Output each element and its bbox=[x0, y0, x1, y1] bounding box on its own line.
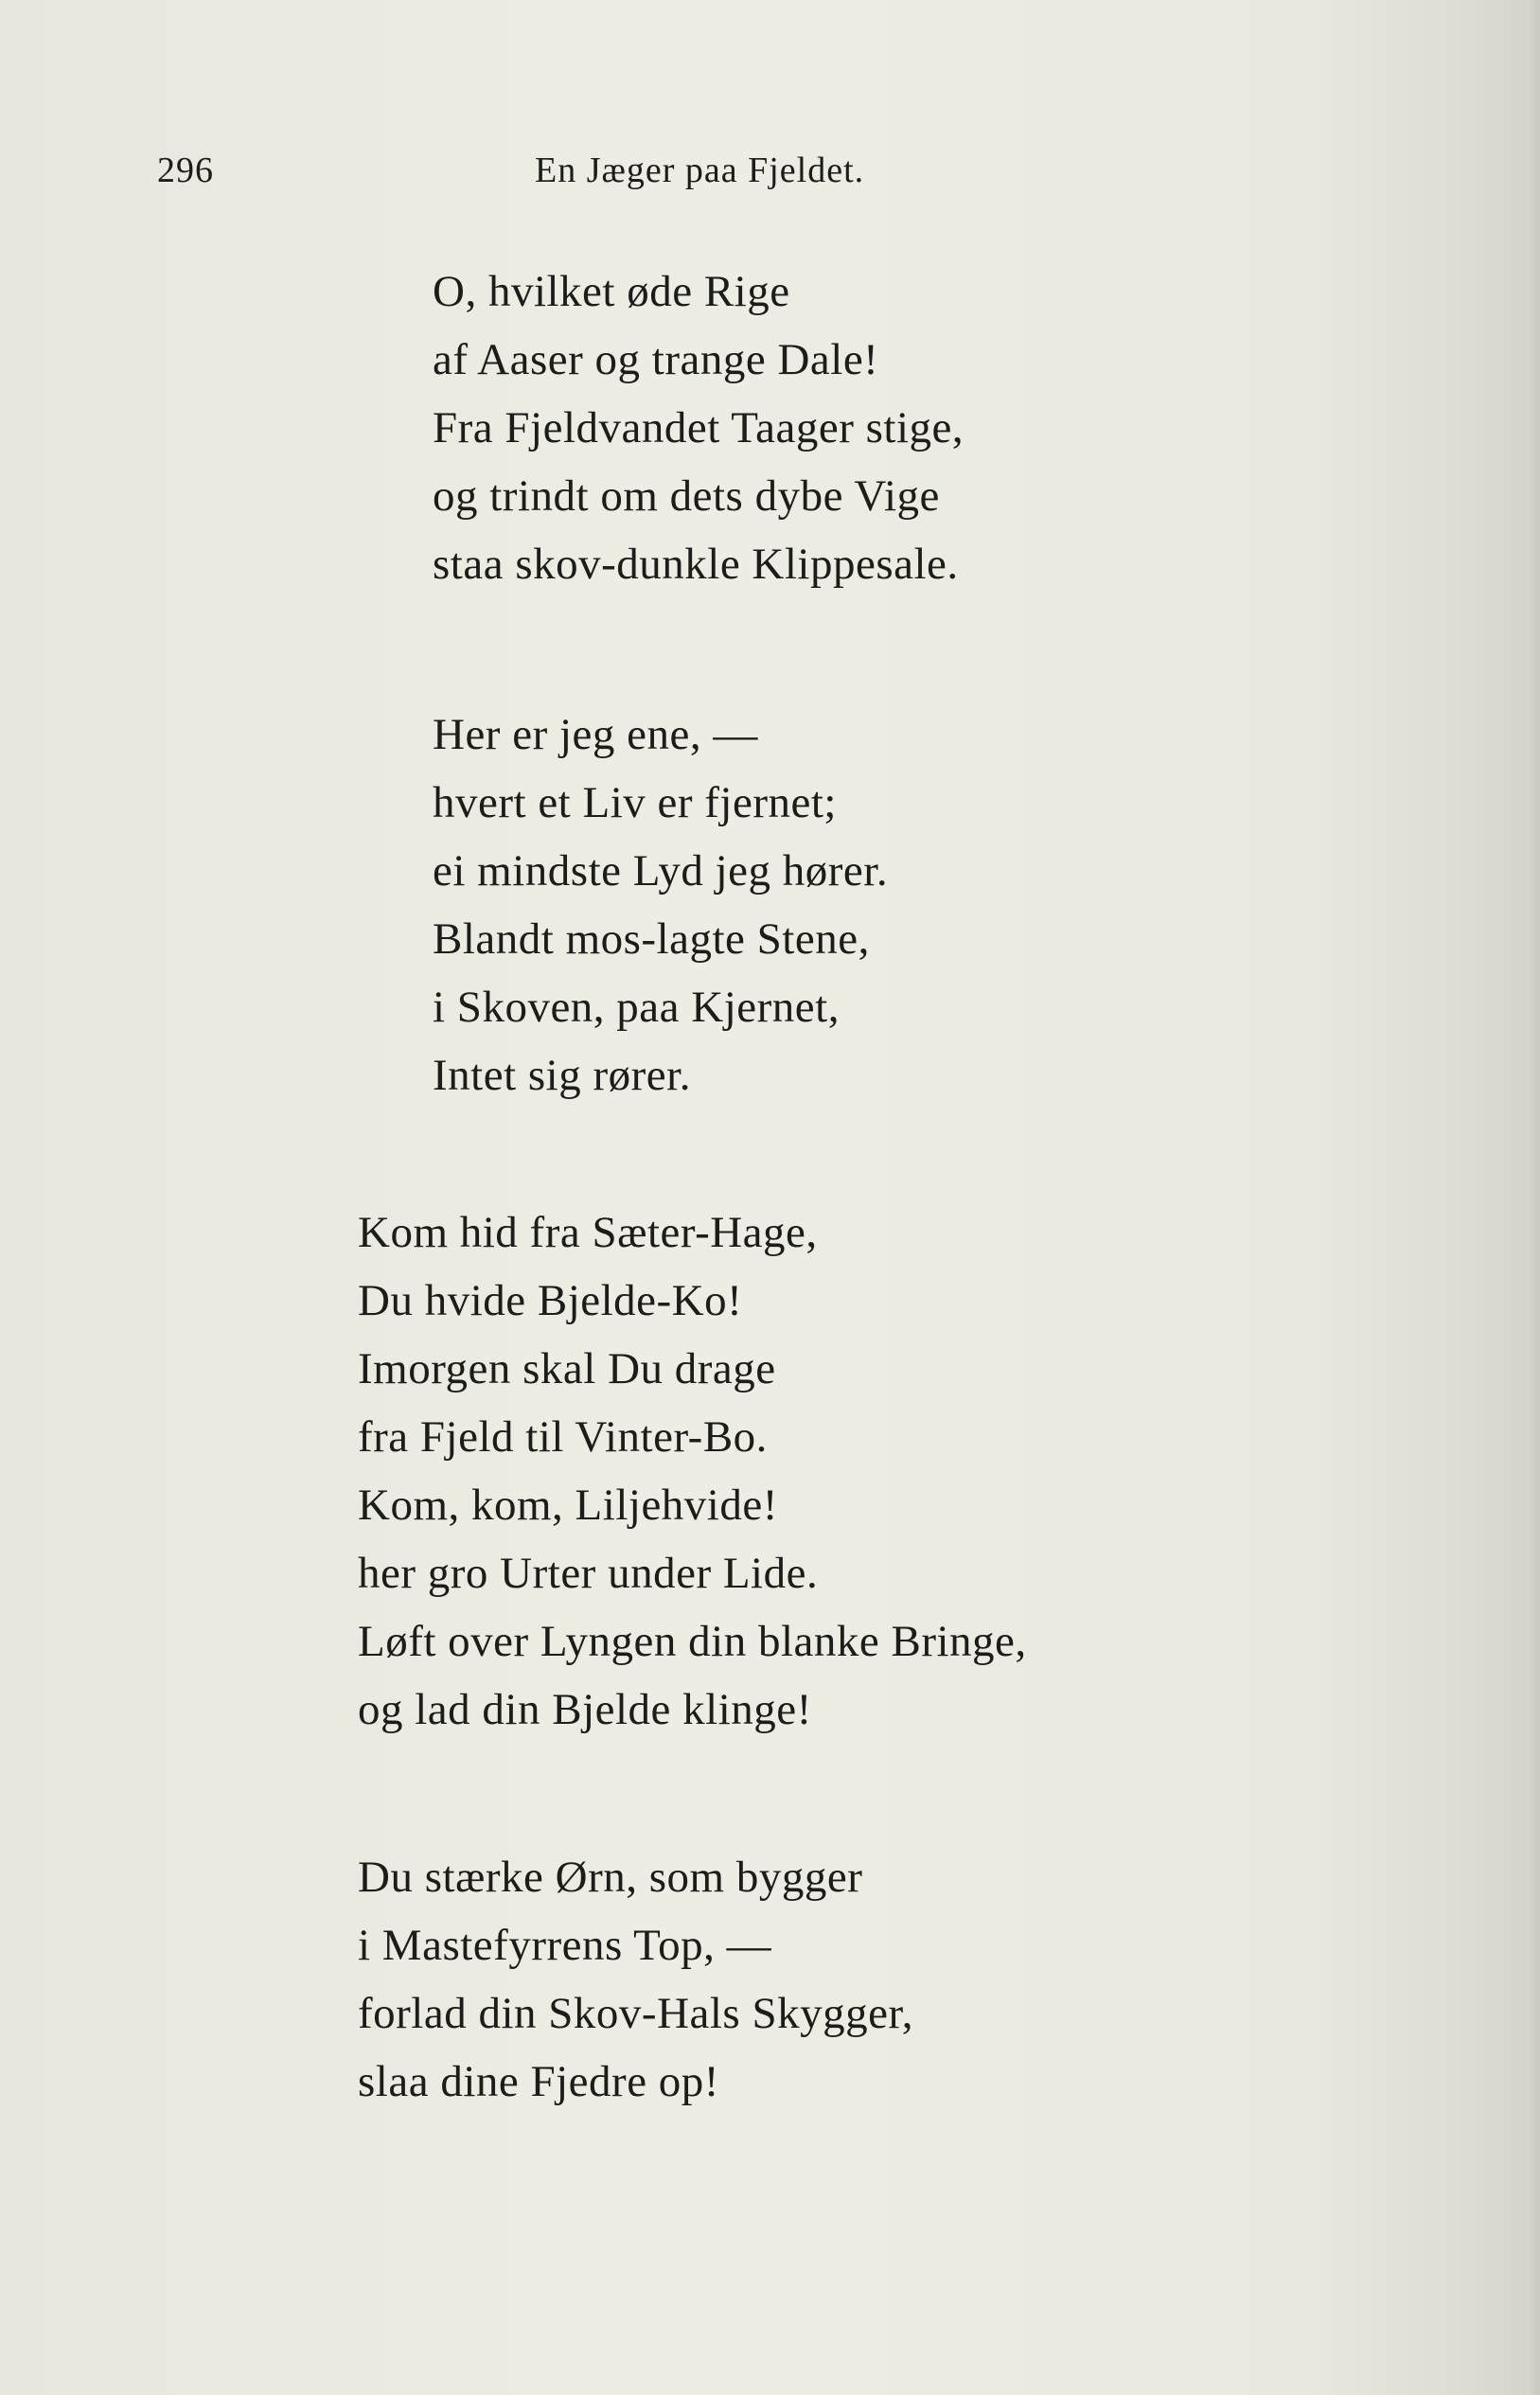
verse-line: af Aaser og trange Dale! bbox=[433, 335, 879, 384]
verse-line: Fra Fjeldvandet Taager stige, bbox=[433, 403, 965, 452]
stanza-4 bbox=[358, 1843, 913, 2116]
stanza-2 bbox=[433, 701, 888, 1109]
verse-line: Løft over Lyngen din blanke Bringe, bbox=[358, 1617, 1027, 1666]
stanza-1 bbox=[433, 257, 964, 598]
verse-line: O, hvilket øde Rige bbox=[433, 267, 790, 316]
verse-line: her gro Urter under Lide. bbox=[358, 1549, 819, 1598]
running-title: En Jæger paa Fjeldet. bbox=[535, 151, 865, 190]
verse-line: Her er jeg ene, — bbox=[433, 710, 758, 759]
verse-line: og lad din Bjelde klinge! bbox=[358, 1685, 812, 1734]
verse-line: slaa dine Fjedre op! bbox=[358, 2057, 719, 2106]
verse-line: Intet sig rører. bbox=[433, 1051, 691, 1100]
verse-line: Blandt mos-lagte Stene, bbox=[433, 914, 870, 964]
verse-line: og trindt om dets dybe Vige bbox=[433, 471, 940, 521]
page-edge bbox=[1527, 0, 1540, 2395]
verse-line: ei mindste Lyd jeg hører. bbox=[433, 846, 889, 896]
verse-line: Du stærke Ørn, som bygger bbox=[358, 1853, 863, 1902]
page-number: 296 bbox=[157, 151, 214, 190]
verse-line: Kom, kom, Liljehvide! bbox=[358, 1481, 778, 1530]
verse-line: hvert et Liv er fjernet; bbox=[433, 778, 837, 827]
verse-line: i Skoven, paa Kjernet, bbox=[433, 983, 840, 1032]
verse-line: Imorgen skal Du drage bbox=[358, 1344, 776, 1393]
verse-line: staa skov-dunkle Klippesale. bbox=[433, 540, 959, 589]
stanza-3 bbox=[358, 1198, 1027, 1744]
verse-line: Kom hid fra Sæter-Hage, bbox=[358, 1208, 818, 1257]
verse-line: Du hvide Bjelde-Ko! bbox=[358, 1276, 743, 1325]
verse-line: forlad din Skov-Hals Skygger, bbox=[358, 1989, 913, 2038]
verse-line: i Mastefyrrens Top, — bbox=[358, 1921, 772, 1970]
verse-line: fra Fjeld til Vinter-Bo. bbox=[358, 1412, 768, 1462]
